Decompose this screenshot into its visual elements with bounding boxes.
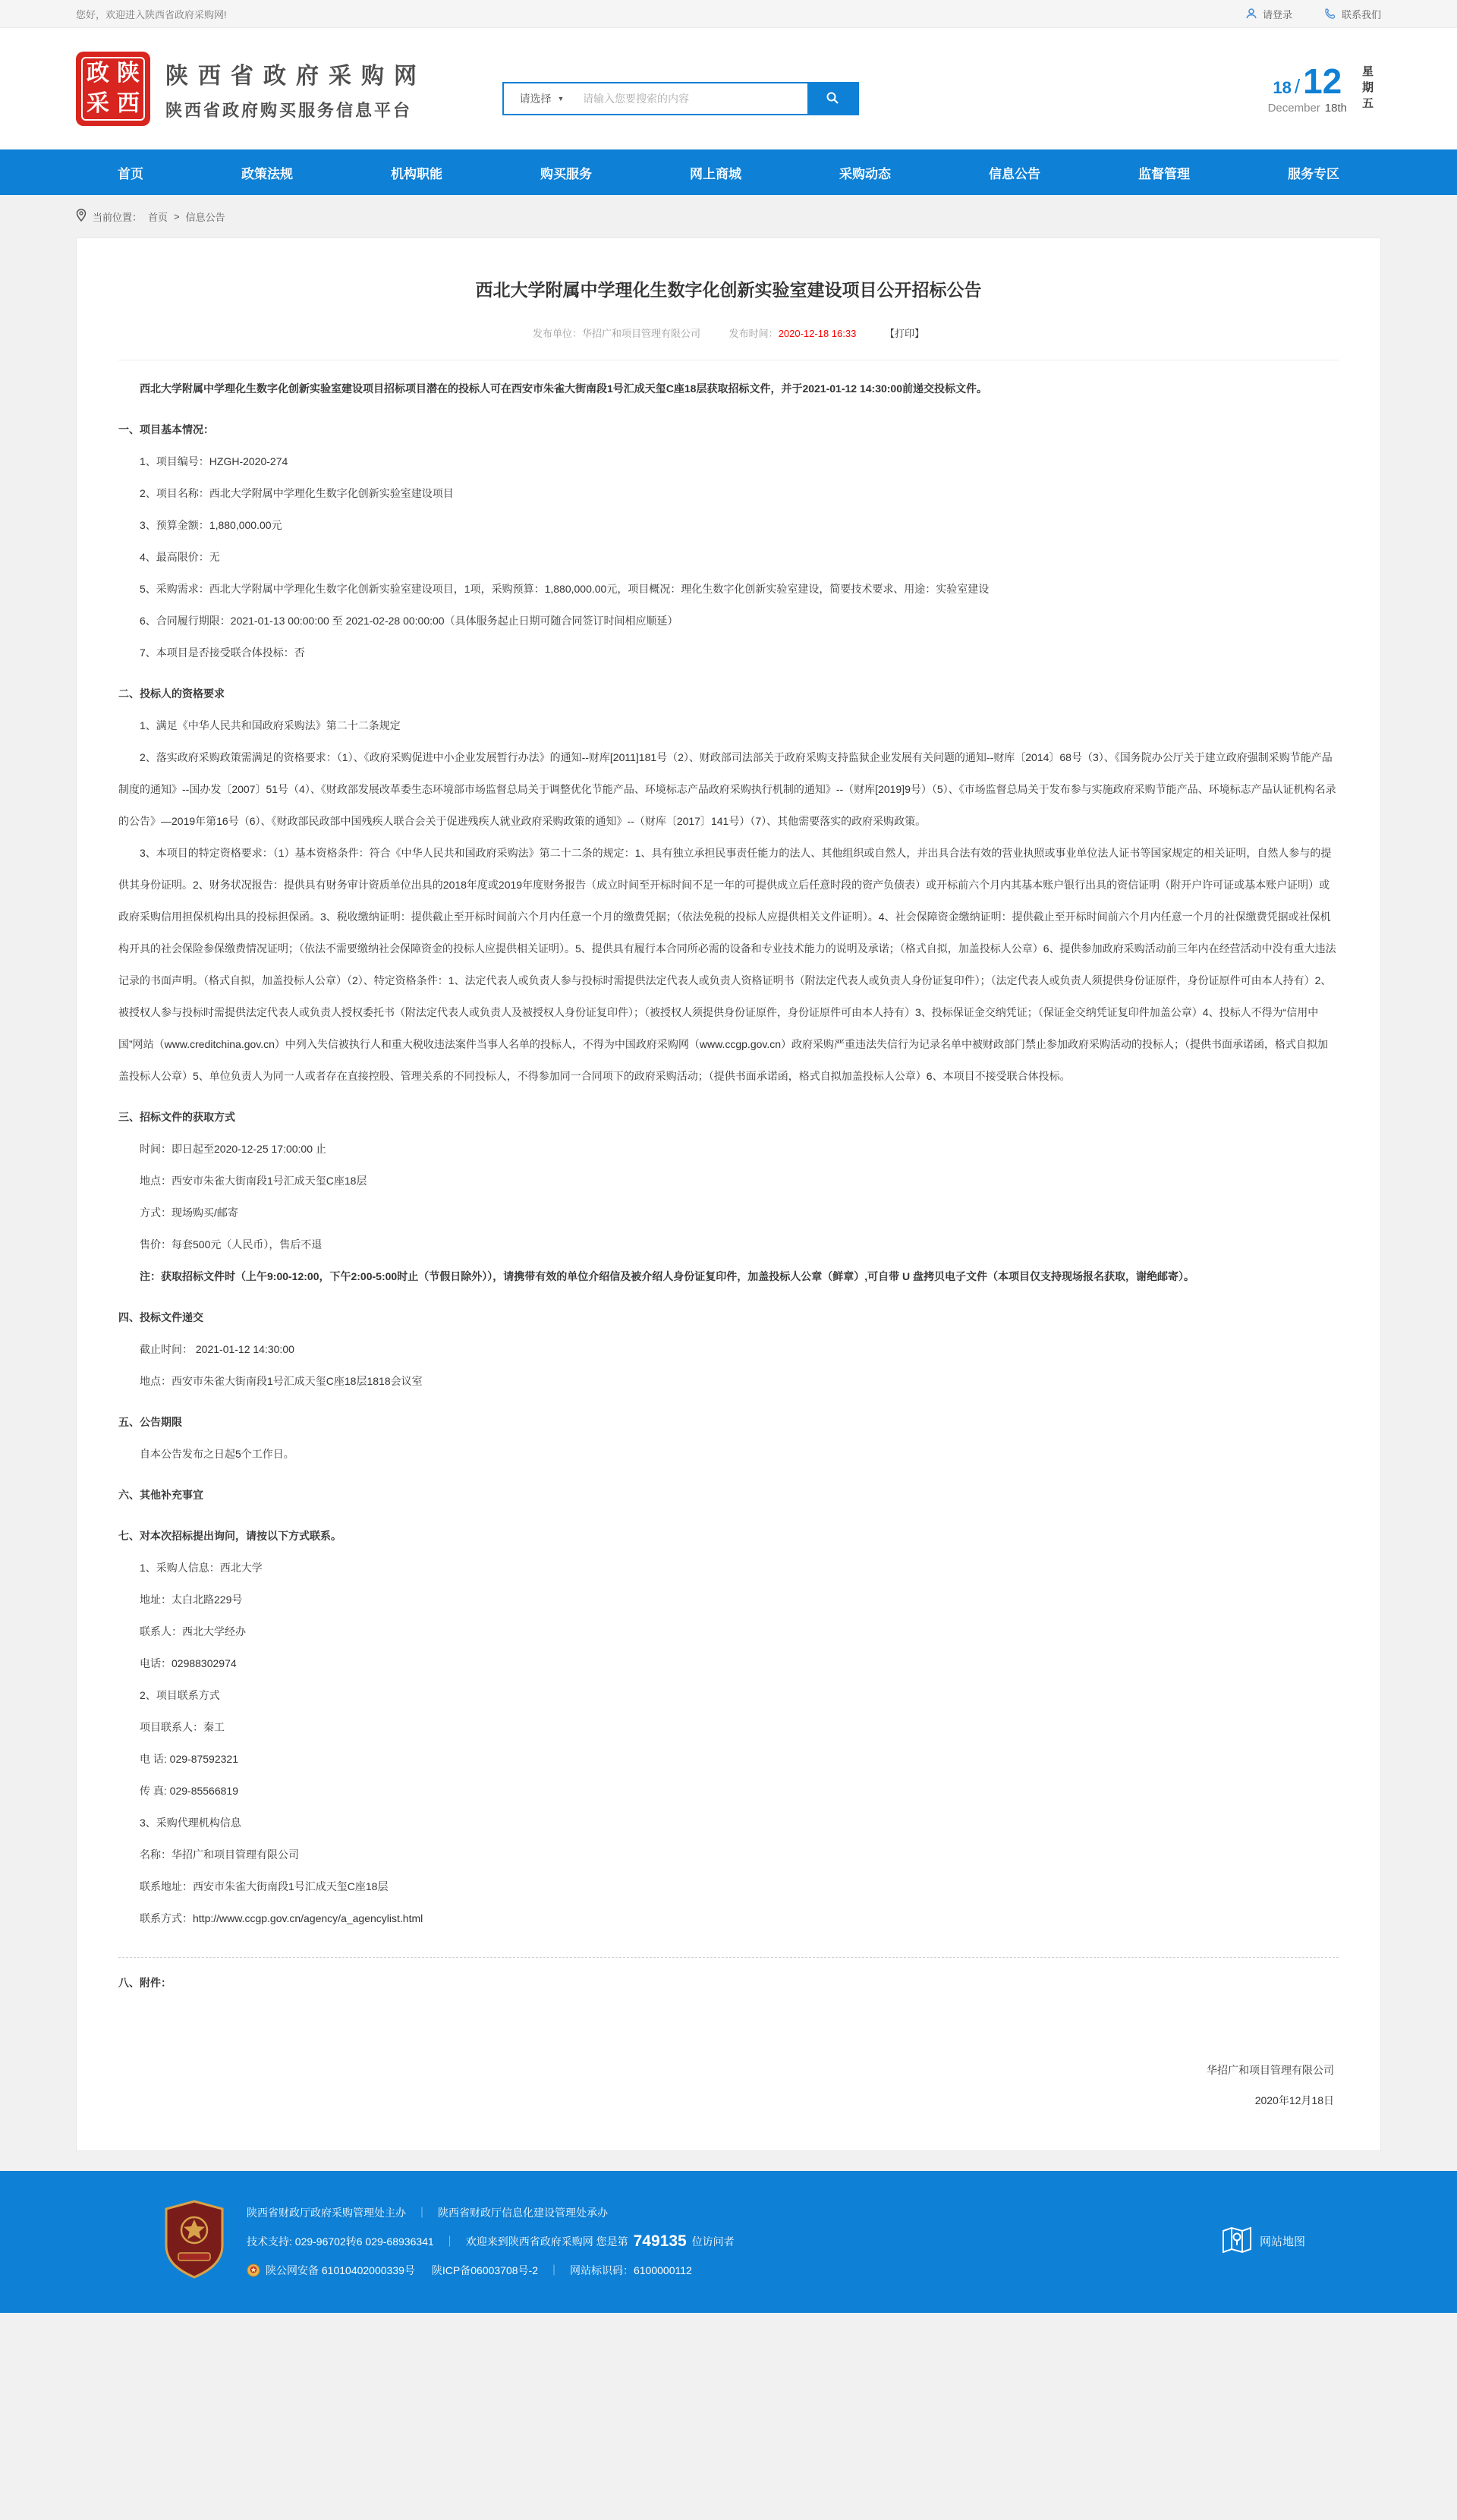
article-paragraph: 自本公告发布之日起5个工作日。 [140, 1448, 294, 1460]
article-paragraph: 电话：02988302974 [140, 1657, 237, 1669]
article-paragraph: 时间：即日起至2020-12-25 17:00:00 止 [140, 1143, 326, 1155]
article-paragraph: 2、项目联系方式 [140, 1689, 220, 1701]
logo-seal-icon: 政 陕 采 西 [76, 52, 150, 126]
breadcrumb [76, 209, 1381, 224]
breadcrumb-separator: > [174, 210, 180, 222]
user-icon [1245, 8, 1257, 20]
nav-item-online-mall[interactable]: 网上商城 [690, 166, 741, 181]
article-paragraph: 6、合同履行期限：2021-01-13 00:00:00 至 2021-02-28 00:00:00（具体服务起止日期可随合同签订时间相应顺延） [140, 615, 678, 627]
article-body [118, 373, 1339, 1999]
section-heading: 一、项目基本情况： [118, 423, 214, 436]
section-heading: 六、其他补充事宜 [118, 1489, 203, 1501]
nav-item-functions[interactable]: 机构职能 [391, 166, 442, 181]
article-paragraph: 电 话: 029-87592321 [140, 1753, 238, 1765]
section-divider [118, 1957, 1339, 1958]
article-paragraph: 2、落实政府采购政策需满足的资格要求：（1）、《政府采购促进中小企业发展暂行办法》的通知--财库[2011]181号（2）、财政部司法部关于政府采购支持监狱企业发展有关问题的通知--财库〔2014〕68号（3）、《国务院办公厅关于建立政府强制采购节能产品制度的通知》--国办发〔2007〕51号（4）、《财政部发展改革委生态环境部市场监督总局关于调整优化节能产品、环境标志产品政府采购执行机制的通知》--（财库[2019]9号）（5）、《市场监督总局关于发布参与实施政府采购节能产品、环境标志产品认证机构名录的公告》—2019年第16号（6）、《财政部民政部中国残疾人联合会关于促进残疾人就业政府采购政策的通知》--（财库〔2017〕141号）（7）、其他需要落实的政府采购政策。 [118, 751, 1336, 827]
breadcrumb-current[interactable]: 信息公告 [185, 211, 225, 223]
section-heading: 八、附件： [118, 1977, 172, 1989]
article-paragraph: 5、采购需求：西北大学附属中学理化生数字化创新实验室建设项目，1项，采购预算：1,880,000.00元，项目概况：理化生数字化创新实验室建设，简要技术要求、用途：实验室建设 [140, 583, 990, 595]
article-paragraph: 联系地址：西安市朱雀大街南段1号汇成天玺C座18层 [140, 1880, 389, 1892]
date-widget: 18 / 12 December 18th 星期五 [1267, 61, 1374, 115]
security-record[interactable]: 陕公网安备 61010402000339号 [266, 2264, 415, 2276]
welcome-text: 您好，欢迎进入陕西省政府采购网! [76, 8, 227, 20]
article-paragraph: 名称：华招广和项目管理有限公司 [140, 1848, 299, 1861]
article-paragraph: 地址：太白北路229号 [140, 1593, 243, 1606]
footer-line-3: 陕公网安备 61010402000339号 陕ICP备06003708号-2 ｜ 网站标识码：6100000112 [247, 2263, 735, 2278]
article-paragraph: 注：获取招标文件时（上午9:00-12:00，下午2:00-5:00时止（节假日除外）），请携带有效的单位介绍信及被介绍人身份证复印件，加盖投标人公章（鲜章）,可自带 U 盘拷贝电子文件（本项目仅支持现场报名获取，谢绝邮寄）。 [140, 1270, 1194, 1282]
article-paragraph: 4、最高限价：无 [140, 551, 220, 563]
nav-item-service-zone[interactable]: 服务专区 [1288, 166, 1339, 181]
site-id-code: 网站标识码：6100000112 [569, 2264, 692, 2276]
contact-link[interactable]: 联系我们 [1324, 7, 1381, 21]
top-bar [0, 0, 1457, 28]
article-paragraph: 地点：西安市朱雀大街南段1号汇成天玺C座18层 [140, 1175, 367, 1187]
main-nav [0, 149, 1457, 195]
nav-item-supervision[interactable]: 监督管理 [1138, 166, 1190, 181]
article-paragraph: 方式：现场购买/邮寄 [140, 1207, 238, 1219]
article-paragraph: 项目联系人：秦工 [140, 1721, 225, 1733]
article-paragraph: 联系人：西北大学经办 [140, 1625, 246, 1638]
signature-company: 华招广和项目管理有限公司 [1207, 2064, 1334, 2076]
article-paragraph: 1、采购人信息：西北大学 [140, 1562, 263, 1574]
icp-record[interactable]: 陕ICP备06003708号-2 [431, 2264, 538, 2276]
sitemap-icon [1220, 2225, 1254, 2258]
article-paragraph: 3、采购代理机构信息 [140, 1817, 241, 1829]
article-paragraph: 3、预算金额：1,880,000.00元 [140, 519, 282, 531]
footer-line-1: 陕西省财政厅政府采购管理处主办 ｜ 陕西省财政厅信息化建设管理处承办 [247, 2206, 608, 2219]
visitor-count: 749135 [633, 2232, 687, 2250]
nav-item-home[interactable]: 首页 [118, 166, 143, 181]
site-subtitle: 陕西省政府购买服务信息平台 [165, 100, 413, 120]
breadcrumb-home[interactable]: 首页 [148, 211, 168, 223]
section-heading: 三、招标文件的获取方式 [118, 1111, 235, 1123]
breadcrumb-prefix: 当前位置： [93, 211, 143, 223]
section-heading: 五、公告期限 [118, 1416, 182, 1428]
article-paragraph: 1、满足《中华人民共和国政府采购法》第二十二条规定 [140, 719, 401, 731]
search-box [502, 82, 859, 115]
site-title: 陕西省政府采购网 [165, 63, 426, 89]
section-heading: 四、投标文件递交 [118, 1311, 203, 1323]
search-input[interactable] [580, 83, 807, 114]
article-paragraph: 西北大学附属中学理化生数字化创新实验室建设项目招标项目潜在的投标人可在西安市朱雀大街南段1号汇成天玺C座18层获取招标文件，并于2021-01-12 14:30:00前递交投标文件。 [140, 382, 988, 395]
site-logo[interactable] [76, 52, 426, 126]
chevron-down-icon: ▼ [557, 95, 565, 102]
article-meta [118, 326, 1339, 360]
article-paragraph: 1、项目编号：HZGH-2020-274 [140, 455, 288, 467]
article-paragraph: 2、项目名称：西北大学附属中学理化生数字化创新实验室建设项目 [140, 487, 454, 499]
emblem-badge-icon [163, 2200, 225, 2282]
date-day: 18 [1273, 77, 1292, 97]
main-nav-items [76, 149, 1381, 195]
footer-line-2: 技术支持: 029-96702转6 029-68936341 ｜ 欢迎来到陕西省政府采购网 您是第 749135 位访问者 [247, 2232, 735, 2250]
signature-date: 2020年12月18日 [1254, 2094, 1334, 2106]
article-paragraph: 地点：西安市朱雀大街南段1号汇成天玺C座18层1818会议室 [140, 1375, 423, 1387]
article-paragraph: 售价：每套500元（人民币），售后不退 [140, 1238, 323, 1251]
print-button[interactable]: 【打印】 [884, 328, 924, 339]
search-category-select[interactable]: 请选择 ▼ [519, 93, 565, 105]
date-month-en: December [1267, 101, 1320, 115]
login-link[interactable]: 请登录 [1245, 7, 1292, 21]
page-footer [0, 2171, 1457, 2313]
police-badge-icon [247, 2264, 260, 2277]
nav-item-policy[interactable]: 政策法规 [241, 166, 293, 181]
publish-time-value: 2020-12-18 16:33 [778, 328, 857, 339]
site-header [0, 28, 1457, 149]
date-month: 12 [1303, 61, 1342, 101]
search-button[interactable] [807, 83, 858, 114]
nav-item-purchase-service[interactable]: 购买服务 [540, 166, 592, 181]
article-paragraph: 联系方式：http://www.ccgp.gov.cn/agency/a_agencylist.html [140, 1912, 423, 1924]
date-weekday: 星期五 [1361, 64, 1374, 113]
article [76, 238, 1381, 2151]
publisher-value: 华招广和项目管理有限公司 [582, 328, 701, 339]
section-heading: 二、投标人的资格要求 [118, 687, 225, 700]
breadcrumb-row [0, 195, 1457, 238]
search-icon [826, 91, 839, 107]
article-paragraph: 传 真: 029-85566819 [140, 1785, 238, 1797]
nav-item-procurement-news[interactable]: 采购动态 [839, 166, 891, 181]
publish-time-label: 发布时间： [728, 328, 779, 339]
page-title: 西北大学附属中学理化生数字化创新实验室建设项目公开招标公告 [475, 280, 982, 300]
signature-block [118, 2055, 1339, 2116]
article-paragraph: 截止时间： 2021-01-12 14:30:00 [140, 1343, 294, 1355]
publisher-label: 发布单位： [533, 328, 583, 339]
article-paragraph: 7、本项目是否接受联合体投标：否 [140, 647, 305, 659]
sitemap-link[interactable]: 网站地图 [1220, 2225, 1305, 2258]
location-pin-icon [76, 209, 87, 224]
section-heading: 七、对本次招标提出询问，请按以下方式联系。 [118, 1530, 341, 1542]
nav-item-announcements[interactable]: 信息公告 [989, 166, 1040, 181]
article-paragraph: 3、本项目的特定资格要求：（1）基本资格条件：符合《中华人民共和国政府采购法》第二十二条的规定：1、具有独立承担民事责任能力的法人、其他组织或自然人，并出具合法有效的营业执照或事业单位法人证书等国家规定的相关证明，自然人参与的提供其身份证明。2、财务状况报告：提供具有财务审计资质单位出具的2018年度或2019年度财务报告（成立时间至开标时间不足一年的可提供成立后任意时段的资产负债表）或开标前六个月内其基本账户银行出具的资信证明（附开户许可证或基本账户证明）或政府采购信用担保机构出具的投标担保函。3、税收缴纳证明：提供截止至开标时间前六个月内任意一个月的缴费凭据；（依法免税的投标人应提供相关文件证明）。4、社会保障资金缴纳证明：提供截止至开标时间前六个月内任意一个月的社保缴费凭据或社保机构开具的社会保险参保缴费情况证明；（依法不需要缴纳社会保障资金的投标人应提供相关证明）。5、提供具有履行本合同所必需的设备和专业技术能力的说明及承诺；（格式自拟，加盖投标人公章）6、提供参加政府采购活动前三年内在经营活动中没有重大违法记录的书面声明。（格式自拟，加盖投标人公章）（2）、特定资格条件：1、法定代表人或负责人参与投标时需提供法定代表人或负责人资格证明书（附法定代表人或负责人身份证复印件）；（法定代表人或负责人须提供身份证原件，身份证原件可由本人持有）2、被授权人参与投标时需提供法定代表人或负责人授权委托书（附法定代表人或负责人及被授权人身份证复印件）；（被授权人须提供身份证原件，身份证原件可由本人持有）3、投标保证金交纳凭证；（保证金交纳凭证复印件加盖公章）4、投标人不得为“信用中国”网站（www.creditchina.gov.cn）中列入失信被执行人和重大税收违法案件当事人名单的投标人，不得为中国政府采购网（www.ccgp.gov.cn）政府采购严重违法失信行为记录名单中被财政部门禁止参加政府采购活动的投标人；（提供书面承诺函，格式自拟加盖投标人公章）5、单位负责人为同一人或者存在直接控股、管理关系的不同投标人，不得参加同一合同项下的政府采购活动；（提供书面承诺函，格式自拟加盖投标人公章）6、本项目不接受联合体投标。 [118, 847, 1336, 1082]
date-day-ordinal: 18th [1324, 101, 1347, 115]
phone-icon [1324, 8, 1336, 20]
